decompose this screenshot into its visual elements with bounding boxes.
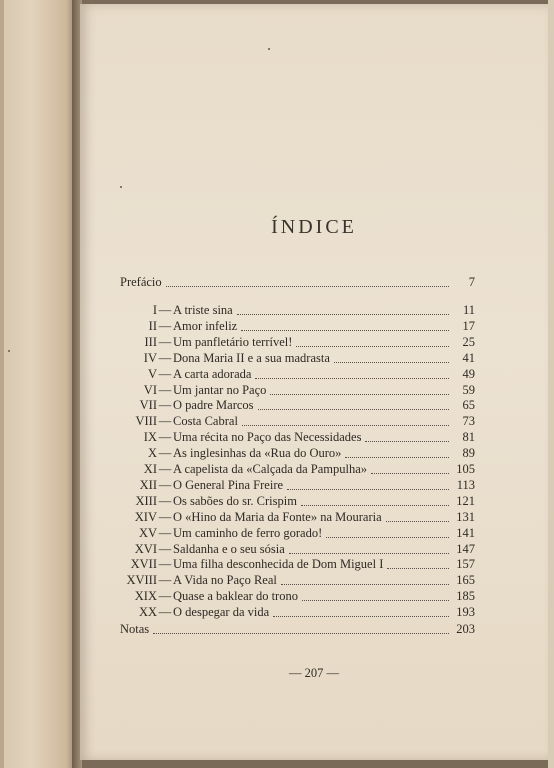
- paper-speck: [268, 48, 270, 50]
- chapter-page-number: 113: [456, 477, 475, 492]
- dot-leader: [371, 472, 449, 474]
- chapter-roman-numeral: XIII: [135, 493, 157, 508]
- dot-leader: [326, 536, 449, 538]
- toc-row-preface: [120, 275, 475, 291]
- chapter-page-number: 157: [456, 557, 475, 572]
- chapter-page-number: 121: [456, 493, 475, 508]
- chapter-roman-numeral: XIV: [134, 509, 157, 524]
- chapter-separator: —: [158, 477, 172, 492]
- toc-entry-row: [120, 589, 475, 605]
- chapter-title: O «Hino da Maria da Fonte» na Mouraria: [173, 509, 382, 524]
- chapter-roman-numeral: I: [152, 303, 157, 317]
- chapter-title: As inglesinhas da «Rua do Ouro»: [173, 446, 342, 461]
- toc-entry-row: [120, 462, 475, 478]
- chapter-title: O despegar da vida: [173, 605, 270, 620]
- chapter-roman-numeral: IV: [143, 350, 157, 365]
- chapter-page-number: 17: [462, 318, 475, 333]
- chapter-title: Dona Maria II e a sua madrasta: [173, 350, 330, 365]
- chapter-page-number: 59: [462, 382, 475, 397]
- chapter-title: Um caminho de ferro gorado!: [173, 525, 323, 540]
- chapter-title: Amor infeliz: [173, 318, 238, 333]
- chapter-page-number: 185: [456, 589, 475, 604]
- toc-entry-row: [120, 605, 475, 621]
- dot-leader: [258, 408, 449, 410]
- chapter-roman-numeral: XV: [138, 525, 157, 540]
- dot-leader: [387, 567, 449, 569]
- toc-entry-row: [120, 367, 475, 383]
- toc-entry-row: [120, 383, 475, 399]
- chapter-page-number: 49: [462, 366, 475, 381]
- chapter-page-number: 81: [462, 430, 475, 445]
- dot-leader: [242, 424, 449, 426]
- index-title: ÍNDICE: [271, 216, 357, 238]
- toc-preface-page: 7: [468, 275, 475, 289]
- toc-entry-row: [120, 494, 475, 510]
- chapter-page-number: 73: [462, 414, 475, 429]
- chapter-title: Os sabões do sr. Crispim: [173, 493, 297, 508]
- toc-preface-label: Prefácio: [120, 275, 162, 289]
- dot-leader: [273, 615, 449, 617]
- chapter-separator: —: [158, 589, 172, 604]
- chapter-separator: —: [158, 350, 172, 365]
- chapter-separator: —: [158, 446, 172, 461]
- dot-leader: [302, 599, 449, 601]
- chapter-roman-numeral: X: [147, 446, 157, 461]
- chapter-roman-numeral: XI: [143, 462, 157, 476]
- toc-entry-row: [120, 430, 475, 446]
- toc-entry-row: [120, 319, 475, 335]
- chapter-roman-numeral: XVII: [130, 557, 157, 572]
- toc-entry-row: [120, 414, 475, 430]
- dot-leader: [237, 313, 449, 315]
- chapter-roman-numeral: VII: [139, 398, 157, 413]
- chapter-separator: —: [158, 318, 172, 333]
- chapter-title: Uma récita no Paço das Necessidades: [173, 430, 362, 445]
- dot-leader: [241, 329, 449, 331]
- chapter-separator: —: [158, 382, 172, 397]
- dot-leader: [334, 361, 449, 363]
- chapter-page-number: 193: [456, 605, 475, 620]
- toc-entry-row: [120, 398, 475, 414]
- chapter-separator: —: [158, 366, 172, 381]
- chapter-title: Uma filha desconhecida de Dom Miguel I: [173, 557, 384, 572]
- dot-leader: [365, 440, 449, 442]
- chapter-roman-numeral: III: [144, 334, 157, 349]
- toc-entry-row: [120, 542, 475, 558]
- chapter-title: Quase a baklear do trono: [173, 589, 298, 604]
- chapter-page-number: 89: [462, 446, 475, 461]
- toc-entry-row: [120, 446, 475, 462]
- dot-leader: [270, 393, 449, 395]
- chapter-title: Costa Cabral: [173, 414, 238, 429]
- chapter-title: O General Pina Freire: [173, 477, 284, 492]
- chapter-title: A Vida no Paço Real: [173, 573, 277, 588]
- left-page-edge: [0, 0, 4, 768]
- chapter-separator: —: [158, 493, 172, 508]
- toc-notes-label: Notas: [120, 622, 150, 636]
- chapter-separator: —: [158, 414, 172, 429]
- dot-leader: [386, 520, 449, 522]
- dot-leader: [281, 583, 449, 585]
- chapter-roman-numeral: XII: [139, 477, 157, 492]
- chapter-roman-numeral: V: [147, 366, 157, 381]
- chapter-separator: —: [158, 334, 172, 349]
- toc-entry-row: [120, 526, 475, 542]
- chapter-title: O padre Marcos: [173, 398, 254, 413]
- toc-entry-row: [120, 557, 475, 573]
- chapter-page-number: 11: [462, 303, 475, 317]
- chapter-separator: —: [158, 573, 172, 588]
- chapter-separator: —: [158, 605, 172, 620]
- dot-leader: [287, 488, 449, 490]
- chapter-title: A capelista da «Calçada da Pampulha»: [173, 462, 368, 476]
- chapter-roman-numeral: XIX: [134, 589, 157, 604]
- right-page-edge: [548, 0, 554, 768]
- chapter-separator: —: [158, 557, 172, 572]
- chapter-separator: —: [158, 398, 172, 413]
- chapter-page-number: 165: [456, 573, 475, 588]
- toc-entry-row: [120, 510, 475, 526]
- dot-leader: [255, 377, 449, 379]
- chapter-separator: —: [158, 541, 172, 556]
- paper-speck: [8, 350, 10, 352]
- chapter-page-number: 131: [456, 509, 475, 524]
- toc-entry-row: [120, 351, 475, 367]
- page-number: — 207 —: [289, 666, 339, 680]
- dot-leader: [345, 456, 449, 458]
- dot-leader: [153, 632, 449, 634]
- chapter-separator: —: [158, 525, 172, 540]
- left-page: [0, 0, 78, 768]
- toc-entry-row: [120, 478, 475, 494]
- toc-entry-row: [120, 303, 475, 319]
- chapter-separator: —: [158, 303, 172, 317]
- chapter-roman-numeral: XVIII: [126, 573, 157, 588]
- chapter-roman-numeral: XVI: [134, 541, 157, 556]
- toc-entry-row: [120, 335, 475, 351]
- chapter-page-number: 41: [462, 350, 475, 365]
- chapter-title: A triste sina: [173, 303, 233, 317]
- chapter-title: Um jantar no Paço: [173, 382, 267, 397]
- chapter-separator: —: [158, 430, 172, 445]
- dot-leader: [166, 285, 449, 287]
- chapter-roman-numeral: VIII: [135, 414, 157, 429]
- toc-notes-page: 203: [456, 622, 475, 636]
- chapter-roman-numeral: XX: [138, 605, 157, 620]
- dot-leader: [301, 504, 449, 506]
- chapter-page-number: 25: [462, 334, 475, 349]
- chapter-separator: —: [158, 509, 172, 524]
- toc-entry-row: [120, 573, 475, 589]
- dot-leader: [296, 345, 449, 347]
- chapter-title: Saldanha e o seu sósia: [173, 541, 285, 556]
- chapter-title: Um panfletário terrível!: [173, 334, 293, 349]
- chapter-page-number: 147: [456, 541, 475, 556]
- chapter-roman-numeral: IX: [143, 430, 157, 445]
- dot-leader: [289, 552, 449, 554]
- toc-row-notes: [120, 622, 475, 638]
- chapter-separator: —: [158, 462, 172, 476]
- chapter-roman-numeral: II: [148, 318, 157, 333]
- chapter-page-number: 105: [456, 462, 475, 476]
- chapter-page-number: 141: [456, 525, 475, 540]
- chapter-title: A carta adorada: [173, 366, 252, 381]
- paper-speck: [120, 186, 122, 188]
- chapter-roman-numeral: VI: [143, 382, 157, 397]
- chapter-page-number: 65: [462, 398, 475, 413]
